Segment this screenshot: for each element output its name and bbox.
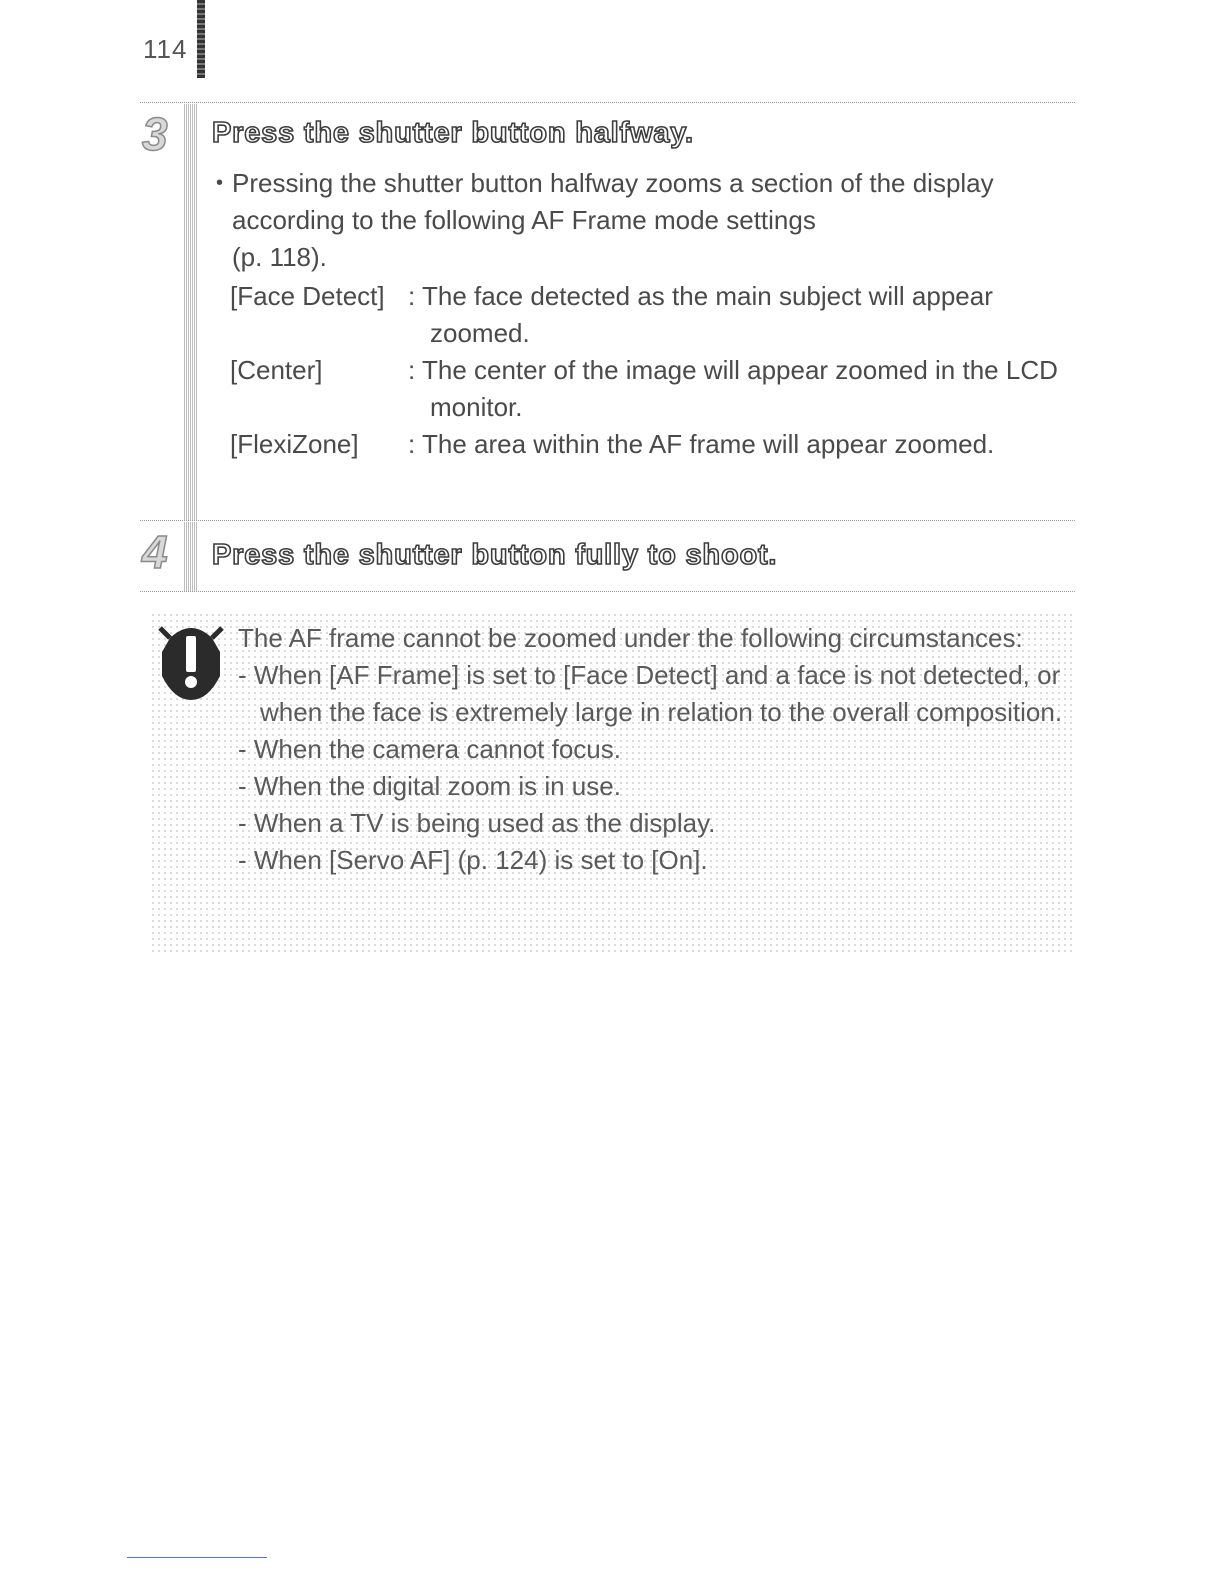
mode-description: : The center of the image will appear zoomed in the LCD monitor. [408,355,1058,422]
caution-item: - When [Servo AF] (p. 124) is set to [On]. [238,845,708,875]
mode-row-flexizone [230,426,1078,463]
mode-label: [Face Detect] [230,281,385,311]
mode-label: [FlexiZone] [230,429,359,459]
footer-rule [127,1557,267,1558]
mode-label: [Center] [230,355,323,385]
caution-item: - When [AF Frame] is set to [Face Detect] and a face is not detected, or when the face is extremely large in relation to the overall composition. [238,660,1063,727]
step-4-number: 4 [142,526,168,578]
mode-description: : The face detected as the main subject will appear zoomed. [408,281,993,348]
page-number-bar [197,0,205,78]
af-frame-mode-list [230,278,1078,463]
caution-intro: The AF frame cannot be zoomed under the following circumstances: [238,623,1023,653]
step-3-number: 3 [142,108,168,160]
page-number: 114 [143,34,188,64]
caution-item: - When the digital zoom is in use. [238,771,621,801]
caution-icon [158,622,224,702]
step-3-title: Press the shutter button halfway. [212,117,694,149]
mode-description: : The area within the AF frame will appear zoomed. [408,429,995,459]
step-3-side-bar [184,104,198,521]
step-4-side-bar [184,522,198,591]
caution-note [150,612,1072,952]
mode-row-center [230,352,1078,426]
step-3-bullet-ref: (p. 118). [232,242,327,272]
step-3-bullet-text: Pressing the shutter button halfway zooms a section of the display according to the following AF Frame mode settings [232,168,994,235]
caution-item: - When a TV is being used as the display. [238,808,716,838]
caution-item: - When the camera cannot focus. [238,734,621,764]
step-4 [140,520,1075,592]
step-3-body [218,165,1078,463]
step-3 [140,102,1075,521]
caution-text [238,620,1068,879]
step-3-bullet [218,165,1078,276]
step-4-title: Press the shutter button fully to shoot. [212,539,778,571]
mode-row-face-detect [230,278,1078,352]
